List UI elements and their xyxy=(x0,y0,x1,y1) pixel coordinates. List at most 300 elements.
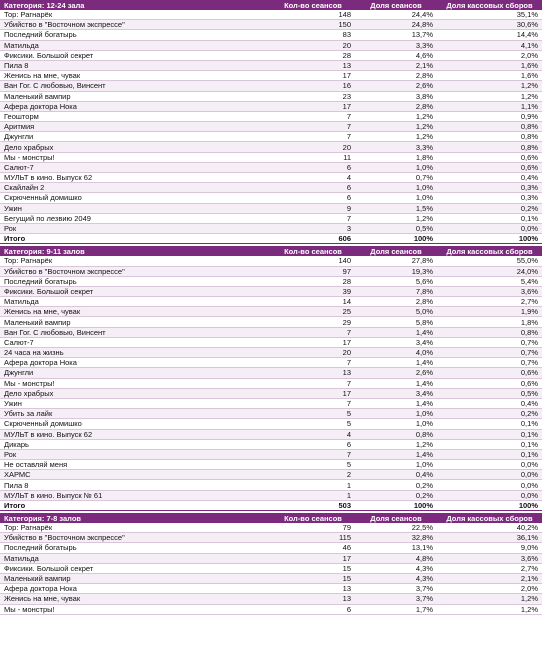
box-office-share-cell: 0,8% xyxy=(520,132,538,142)
table-row xyxy=(0,224,542,234)
sessions-count-cell: 20 xyxy=(342,40,351,50)
category-header-row xyxy=(0,0,542,10)
sessions-share-cell: 1,2% xyxy=(415,132,433,142)
box-office-share-cell: 1,2% xyxy=(520,81,538,91)
film-title-cell: Женись на мне, чувак xyxy=(4,594,81,604)
table-row xyxy=(0,183,542,193)
sessions-share-cell: 2,6% xyxy=(415,368,433,378)
sessions-count-cell: 6 xyxy=(346,439,351,449)
table-row xyxy=(0,470,542,480)
box-office-share-cell: 0,8% xyxy=(520,122,538,132)
film-title-cell: Скрюченный домишко xyxy=(4,419,82,429)
film-title-cell: Категория: 7-8 залов xyxy=(4,513,82,523)
film-title-cell: Маленький вампир xyxy=(4,317,71,327)
table-row xyxy=(0,41,542,51)
sessions-share-cell: Доля сеансов xyxy=(370,513,422,523)
sessions-count-cell: 20 xyxy=(342,142,351,152)
box-office-share-cell: 0,0% xyxy=(520,460,538,470)
table-row xyxy=(0,419,542,429)
table-row xyxy=(0,348,542,358)
table-row xyxy=(0,61,542,71)
sessions-count-cell: 17 xyxy=(342,553,351,563)
sessions-count-cell: 7 xyxy=(346,399,351,409)
box-office-share-cell: 0,1% xyxy=(520,439,538,449)
box-office-share-cell: 0,0% xyxy=(520,490,538,500)
table-row xyxy=(0,193,542,203)
sessions-share-cell: 1,4% xyxy=(415,399,433,409)
box-office-share-cell: 0,1% xyxy=(520,449,538,459)
sessions-count-cell: 6 xyxy=(346,193,351,203)
sessions-share-cell: 24,4% xyxy=(411,10,433,20)
sessions-count-cell: 6 xyxy=(346,183,351,193)
total-row xyxy=(0,501,542,511)
table-row xyxy=(0,307,542,317)
box-office-share-cell: 2,0% xyxy=(520,584,538,594)
box-office-share-cell: 0,7% xyxy=(520,348,538,358)
sessions-share-cell: 1,2% xyxy=(415,111,433,121)
box-office-share-cell: 5,4% xyxy=(520,276,538,286)
box-office-share-cell: 0,2% xyxy=(520,409,538,419)
category-header-row xyxy=(0,246,542,256)
sessions-count-cell: 5 xyxy=(346,419,351,429)
box-office-share-cell: 1,2% xyxy=(520,91,538,101)
sessions-share-cell: 3,3% xyxy=(415,40,433,50)
film-title-cell: Мы - монстры! xyxy=(4,152,55,162)
film-title-cell: Последний богатырь xyxy=(4,543,77,553)
sessions-count-cell: 5 xyxy=(346,460,351,470)
film-title-cell: Геошторм xyxy=(4,111,39,121)
film-title-cell: Салют-7 xyxy=(4,337,34,347)
sessions-share-cell: 2,8% xyxy=(415,101,433,111)
box-office-share-cell: 0,6% xyxy=(520,378,538,388)
box-office-share-cell: 4,1% xyxy=(520,40,538,50)
box-office-share-cell: 30,6% xyxy=(516,20,538,30)
table-row xyxy=(0,112,542,122)
sessions-share-cell: 1,0% xyxy=(415,183,433,193)
box-office-share-cell: 0,2% xyxy=(520,203,538,213)
table-row xyxy=(0,399,542,409)
box-office-share-cell: 0,0% xyxy=(520,224,538,234)
box-office-share-cell: 0,1% xyxy=(520,419,538,429)
table-row xyxy=(0,338,542,348)
box-office-share-cell: 0,8% xyxy=(520,327,538,337)
film-title-cell: Женись на мне, чувак xyxy=(4,71,81,81)
film-title-cell: Аритмия xyxy=(4,122,35,132)
film-title-cell: Убийство в "Восточном экспрессе" xyxy=(4,20,125,30)
table-row xyxy=(0,297,542,307)
box-office-share-cell: 0,7% xyxy=(520,358,538,368)
sessions-share-cell: 3,8% xyxy=(415,91,433,101)
table-row xyxy=(0,92,542,102)
film-title-cell: Дикарь xyxy=(4,439,29,449)
film-title-cell: Афера доктора Нока xyxy=(4,358,77,368)
box-office-share-cell: 1,6% xyxy=(520,61,538,71)
film-title-cell: Фиксики. Большой секрет xyxy=(4,563,94,573)
film-title-cell: Рок xyxy=(4,224,17,234)
sessions-count-cell: 14 xyxy=(342,297,351,307)
table-row xyxy=(0,450,542,460)
table-row xyxy=(0,564,542,574)
sessions-share-cell: 3,7% xyxy=(415,584,433,594)
sessions-share-cell: 13,7% xyxy=(411,30,433,40)
sessions-count-cell: 23 xyxy=(342,91,351,101)
sessions-share-cell: 1,0% xyxy=(415,460,433,470)
table-row xyxy=(0,574,542,584)
film-title-cell: Убийство в "Восточном экспрессе" xyxy=(4,266,125,276)
sessions-share-cell: 1,4% xyxy=(415,449,433,459)
sessions-share-cell: 0,4% xyxy=(415,470,433,480)
table-row xyxy=(0,122,542,132)
sessions-share-cell: 1,4% xyxy=(415,378,433,388)
sessions-share-cell: 4,0% xyxy=(415,348,433,358)
sessions-count-cell: 148 xyxy=(338,10,351,20)
box-office-share-cell: 3,6% xyxy=(520,553,538,563)
table-row xyxy=(0,584,542,594)
sessions-count-cell: 9 xyxy=(346,203,351,213)
sessions-count-cell: 4 xyxy=(346,173,351,183)
box-office-share-cell: 0,3% xyxy=(520,193,538,203)
sessions-count-cell: 25 xyxy=(342,307,351,317)
sessions-count-cell: 15 xyxy=(342,563,351,573)
film-title-cell: Матильда xyxy=(4,297,39,307)
sessions-share-cell: 0,7% xyxy=(415,173,433,183)
film-title-cell: МУЛЬТ в кино. Выпуск № 61 xyxy=(4,490,103,500)
table-row xyxy=(0,173,542,183)
table-row xyxy=(0,81,542,91)
sessions-count-cell: 7 xyxy=(346,358,351,368)
film-title-cell: Мы - монстры! xyxy=(4,378,55,388)
sessions-share-cell: 0,8% xyxy=(415,429,433,439)
table-row xyxy=(0,368,542,378)
table-row xyxy=(0,163,542,173)
table-row xyxy=(0,10,542,20)
sessions-share-cell: 5,8% xyxy=(415,317,433,327)
table-row xyxy=(0,30,542,40)
sessions-count-cell: 4 xyxy=(346,429,351,439)
sessions-count-cell: 28 xyxy=(342,50,351,60)
sessions-count-cell: 115 xyxy=(339,533,351,543)
sessions-share-cell: Доля сеансов xyxy=(370,246,422,256)
film-title-cell: Ужин xyxy=(4,203,22,213)
sessions-share-cell: 1,7% xyxy=(415,604,433,614)
box-office-share-cell: 1,6% xyxy=(520,71,538,81)
film-title-cell: Убийство в "Восточном экспрессе" xyxy=(4,533,125,543)
film-title-cell: Салют-7 xyxy=(4,162,34,172)
sessions-share-cell: 32,8% xyxy=(411,533,433,543)
sessions-share-cell: 1,5% xyxy=(415,203,433,213)
film-title-cell: Фиксики. Большой секрет xyxy=(4,50,94,60)
box-office-share-cell: 1,9% xyxy=(520,307,538,317)
box-office-share-cell: 3,6% xyxy=(520,286,538,296)
film-title-cell: Ван Гог. С любовью, Винсент xyxy=(4,327,106,337)
sessions-share-cell: 1,2% xyxy=(415,213,433,223)
box-office-share-cell: 0,6% xyxy=(520,162,538,172)
sessions-count-cell: 17 xyxy=(342,101,351,111)
sessions-count-cell: 6 xyxy=(346,604,351,614)
sessions-share-cell: 2,6% xyxy=(415,81,433,91)
film-title-cell: Тор: Рагнарёк xyxy=(4,256,53,266)
sessions-share-cell: 3,4% xyxy=(415,337,433,347)
film-title-cell: Женись на мне, чувак xyxy=(4,307,81,317)
sessions-share-cell: 3,4% xyxy=(415,388,433,398)
sessions-count-cell: 7 xyxy=(346,378,351,388)
sessions-share-cell: Доля сеансов xyxy=(370,0,422,10)
sessions-share-cell: 1,2% xyxy=(415,122,433,132)
category-section xyxy=(0,246,542,511)
table-row xyxy=(0,460,542,470)
box-office-share-cell: 40,2% xyxy=(516,523,538,533)
category-section xyxy=(0,513,542,615)
sessions-count-cell: Кол-во сеансов xyxy=(284,246,342,256)
category-header-row xyxy=(0,513,542,523)
film-title-cell: Матильда xyxy=(4,40,39,50)
table-row xyxy=(0,328,542,338)
sessions-count-cell: 606 xyxy=(338,234,351,244)
category-section xyxy=(0,0,542,244)
table-row xyxy=(0,51,542,61)
box-office-share-cell: 100% xyxy=(518,234,538,244)
sessions-share-cell: 2,8% xyxy=(415,297,433,307)
sessions-count-cell: 5 xyxy=(346,409,351,419)
film-title-cell: Афера доктора Нока xyxy=(4,101,77,111)
box-office-share-cell: 0,4% xyxy=(520,399,538,409)
table-row xyxy=(0,594,542,604)
box-office-share-cell: Доля кассовых сборов xyxy=(446,0,533,10)
box-office-share-cell: Доля кассовых сборов xyxy=(446,246,533,256)
film-title-cell: ХАРМС xyxy=(4,470,31,480)
film-title-cell: Итого xyxy=(4,500,26,510)
sessions-count-cell: 7 xyxy=(346,327,351,337)
table-body xyxy=(0,10,542,234)
table-body xyxy=(0,523,542,615)
film-title-cell: Пила 8 xyxy=(4,480,29,490)
film-title-cell: Скрюченный домишко xyxy=(4,193,82,203)
film-title-cell: Категория: 12-24 зала xyxy=(4,0,85,10)
box-office-share-cell: 9,0% xyxy=(520,543,538,553)
sessions-count-cell: 150 xyxy=(338,20,351,30)
box-office-share-cell: 0,1% xyxy=(520,213,538,223)
sessions-share-cell: 1,0% xyxy=(415,409,433,419)
box-office-share-cell: 0,6% xyxy=(520,368,538,378)
table-row xyxy=(0,214,542,224)
box-office-share-cell: 2,1% xyxy=(520,574,538,584)
box-office-share-cell: 0,1% xyxy=(520,429,538,439)
sessions-count-cell: 39 xyxy=(342,286,351,296)
film-title-cell: Дело храбрых xyxy=(4,388,54,398)
sessions-count-cell: 7 xyxy=(346,132,351,142)
table-row xyxy=(0,287,542,297)
sessions-share-cell: 100% xyxy=(413,500,433,510)
film-title-cell: Последний богатырь xyxy=(4,276,77,286)
film-title-cell: Скайлайн 2 xyxy=(4,183,45,193)
table-row xyxy=(0,358,542,368)
table-row xyxy=(0,256,542,266)
box-office-share-cell: 2,7% xyxy=(520,563,538,573)
table-body xyxy=(0,256,542,501)
film-title-cell: 24 часа на жизнь xyxy=(4,348,64,358)
table-row xyxy=(0,20,542,30)
film-title-cell: МУЛЬТ в кино. Выпуск 62 xyxy=(4,173,93,183)
sessions-count-cell: 13 xyxy=(342,594,351,604)
sessions-share-cell: 3,3% xyxy=(415,142,433,152)
table-row xyxy=(0,132,542,142)
film-title-cell: Джунгли xyxy=(4,132,34,142)
film-title-cell: Матильда xyxy=(4,553,39,563)
box-office-share-cell: 0,0% xyxy=(520,480,538,490)
sessions-share-cell: 0,5% xyxy=(415,224,433,234)
box-office-share-cell: 0,3% xyxy=(520,183,538,193)
box-office-share-cell: 100% xyxy=(518,500,538,510)
film-title-cell: Ван Гог. С любовью, Винсент xyxy=(4,81,106,91)
sessions-count-cell: 97 xyxy=(342,266,351,276)
sessions-share-cell: 19,3% xyxy=(411,266,433,276)
sessions-count-cell: 1 xyxy=(346,480,351,490)
film-title-cell: Тор: Рагнарёк xyxy=(4,523,53,533)
sessions-share-cell: 1,4% xyxy=(415,327,433,337)
sessions-count-cell: 3 xyxy=(346,224,351,234)
sessions-count-cell: Кол-во сеансов xyxy=(284,513,342,523)
sessions-count-cell: 13 xyxy=(342,61,351,71)
total-row xyxy=(0,234,542,244)
table-row xyxy=(0,142,542,152)
sessions-count-cell: 83 xyxy=(342,30,351,40)
box-office-share-cell: 0,5% xyxy=(520,388,538,398)
box-office-share-cell: 2,7% xyxy=(520,297,538,307)
sessions-share-cell: 4,3% xyxy=(415,563,433,573)
film-title-cell: Категория: 9-11 залов xyxy=(4,246,85,256)
box-office-share-cell: 1,8% xyxy=(520,317,538,327)
table-row xyxy=(0,71,542,81)
sessions-count-cell: 20 xyxy=(342,348,351,358)
sessions-share-cell: 0,2% xyxy=(415,480,433,490)
box-office-share-cell: 35,1% xyxy=(516,10,538,20)
film-title-cell: Маленький вампир xyxy=(4,91,71,101)
box-office-share-cell: 1,1% xyxy=(520,101,538,111)
table-row xyxy=(0,267,542,277)
box-office-share-cell: 0,7% xyxy=(520,337,538,347)
sessions-share-cell: 1,0% xyxy=(415,162,433,172)
sessions-count-cell: 7 xyxy=(346,449,351,459)
film-title-cell: Рок xyxy=(4,449,17,459)
sessions-share-cell: 0,2% xyxy=(415,490,433,500)
film-title-cell: Последний богатырь xyxy=(4,30,77,40)
box-office-share-cell: 55,0% xyxy=(516,256,538,266)
film-title-cell: Ужин xyxy=(4,399,22,409)
table-row xyxy=(0,409,542,419)
sessions-count-cell: 1 xyxy=(346,490,351,500)
film-title-cell: Джунгли xyxy=(4,368,34,378)
box-office-share-cell: 0,8% xyxy=(520,142,538,152)
sessions-share-cell: 4,6% xyxy=(415,50,433,60)
film-title-cell: Маленький вампир xyxy=(4,574,71,584)
table-row xyxy=(0,379,542,389)
box-office-share-cell: 1,2% xyxy=(520,594,538,604)
sessions-share-cell: 27,8% xyxy=(411,256,433,266)
sessions-count-cell: 17 xyxy=(342,388,351,398)
sessions-share-cell: 2,1% xyxy=(415,61,433,71)
table-row xyxy=(0,491,542,501)
sessions-share-cell: 1,2% xyxy=(415,439,433,449)
table-row xyxy=(0,204,542,214)
film-title-cell: Фиксики. Большой секрет xyxy=(4,286,94,296)
sessions-share-cell: 1,8% xyxy=(415,152,433,162)
table-row xyxy=(0,317,542,327)
sessions-share-cell: 7,8% xyxy=(415,286,433,296)
sessions-share-cell: 24,8% xyxy=(411,20,433,30)
film-title-cell: Пила 8 xyxy=(4,61,29,71)
film-title-cell: Афера доктора Нока xyxy=(4,584,77,594)
film-title-cell: Мы - монстры! xyxy=(4,604,55,614)
table-row xyxy=(0,277,542,287)
film-title-cell: Итого xyxy=(4,234,26,244)
table-row xyxy=(0,533,542,543)
sessions-count-cell: 140 xyxy=(338,256,351,266)
sessions-count-cell: 13 xyxy=(342,584,351,594)
sessions-count-cell: 7 xyxy=(346,213,351,223)
sessions-count-cell: 11 xyxy=(343,152,351,162)
table-row xyxy=(0,554,542,564)
table-row xyxy=(0,153,542,163)
sessions-count-cell: Кол-во сеансов xyxy=(284,0,342,10)
sessions-count-cell: 46 xyxy=(342,543,351,553)
sessions-share-cell: 5,6% xyxy=(415,276,433,286)
box-office-share-cell: 1,2% xyxy=(520,604,538,614)
sessions-share-cell: 1,0% xyxy=(415,419,433,429)
box-office-share-cell: Доля кассовых сборов xyxy=(446,513,533,523)
box-office-share-cell: 14,4% xyxy=(516,30,538,40)
sessions-share-cell: 22,5% xyxy=(411,523,433,533)
sessions-share-cell: 5,0% xyxy=(415,307,433,317)
table-row xyxy=(0,389,542,399)
film-title-cell: Тор: Рагнарёк xyxy=(4,10,53,20)
sessions-share-cell: 1,4% xyxy=(415,358,433,368)
sessions-share-cell: 13,1% xyxy=(411,543,433,553)
box-office-share-cell: 36,1% xyxy=(516,533,538,543)
film-title-cell: МУЛЬТ в кино. Выпуск 62 xyxy=(4,429,93,439)
box-office-share-cell: 24,0% xyxy=(516,266,538,276)
sessions-share-cell: 100% xyxy=(413,234,433,244)
sessions-count-cell: 16 xyxy=(342,81,351,91)
sessions-share-cell: 2,8% xyxy=(415,71,433,81)
sessions-count-cell: 7 xyxy=(346,122,351,132)
film-title-cell: Дело храбрых xyxy=(4,142,54,152)
table-row xyxy=(0,440,542,450)
sessions-count-cell: 6 xyxy=(346,162,351,172)
sessions-count-cell: 13 xyxy=(342,368,351,378)
sessions-share-cell: 1,0% xyxy=(415,193,433,203)
sessions-share-cell: 3,7% xyxy=(415,594,433,604)
sessions-count-cell: 28 xyxy=(342,276,351,286)
sessions-share-cell: 4,3% xyxy=(415,574,433,584)
sessions-count-cell: 17 xyxy=(342,71,351,81)
table-row xyxy=(0,430,542,440)
sessions-count-cell: 7 xyxy=(346,111,351,121)
sessions-count-cell: 503 xyxy=(338,500,351,510)
table-row xyxy=(0,543,542,553)
box-office-share-cell: 2,0% xyxy=(520,50,538,60)
box-office-share-cell: 0,6% xyxy=(520,152,538,162)
sessions-count-cell: 79 xyxy=(342,523,351,533)
film-title-cell: Бегущий по лезвию 2049 xyxy=(4,213,91,223)
sessions-count-cell: 2 xyxy=(346,470,351,480)
table-row xyxy=(0,523,542,533)
sessions-count-cell: 15 xyxy=(342,574,351,584)
box-office-share-cell: 0,4% xyxy=(520,173,538,183)
sessions-count-cell: 17 xyxy=(342,337,351,347)
table-row xyxy=(0,605,542,615)
sessions-share-cell: 4,8% xyxy=(415,553,433,563)
film-title-cell: Не оставляй меня xyxy=(4,460,68,470)
